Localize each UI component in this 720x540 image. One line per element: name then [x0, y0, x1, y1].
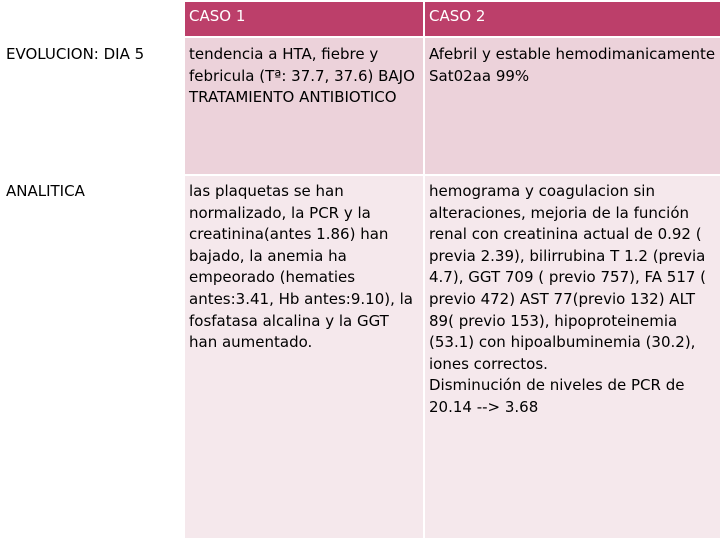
cell-analitica-caso-2-text: hemograma y coagulacion sin alteraciones, mejoria de la función renal con creatinina actual de 0.92 ( previa 2.39), bilirrubina T 1.2 (previa 4.7), GGT 709 ( previo 757), FA 517 ( previo 472) AST 77(previo 132) ALT 89( previo 153), hipoproteinemia (53.1) con hipoalbuminemia (30.2), iones correctos. Disminución de niveles de PCR de 20.14 --> 3.68 — [429, 182, 707, 416]
table-row-evolucion — [1, 37, 720, 175]
table-row-analitica — [1, 175, 720, 539]
cell-analitica-caso-2 — [424, 175, 720, 539]
header-caso-1-label: CASO 1 — [189, 7, 246, 25]
header-caso-1 — [184, 1, 424, 37]
header-corner-cell — [1, 1, 184, 37]
row-label-evolucion — [1, 37, 184, 175]
header-caso-2 — [424, 1, 720, 37]
table-header-row — [1, 1, 720, 37]
cell-evolucion-caso-2 — [424, 37, 720, 175]
cell-evolucion-caso-2-text: Afebril y estable hemodimanicamente Sat02aa 99% — [429, 45, 716, 85]
row-label-evolucion-text: EVOLUCION: DIA 5 — [6, 45, 145, 63]
row-label-analitica — [1, 175, 184, 539]
cell-evolucion-caso-1 — [184, 37, 424, 175]
row-label-analitica-text: ANALITICA — [6, 182, 85, 200]
cell-evolucion-caso-1-text: tendencia a HTA, fiebre y febricula (Tª: 37.7, 37.6) BAJO TRATAMIENTO ANTIBIOTICO — [189, 45, 415, 107]
header-caso-2-label: CASO 2 — [429, 7, 486, 25]
cell-analitica-caso-1-text: las plaquetas se han normalizado, la PCR y la creatinina(antes 1.86) han bajado, la anemia ha empeorado (hematies antes:3.41, Hb antes:9.10), la fosfatasa alcalina y la GGT han aumentado. — [189, 182, 414, 352]
cell-analitica-caso-1 — [184, 175, 424, 539]
